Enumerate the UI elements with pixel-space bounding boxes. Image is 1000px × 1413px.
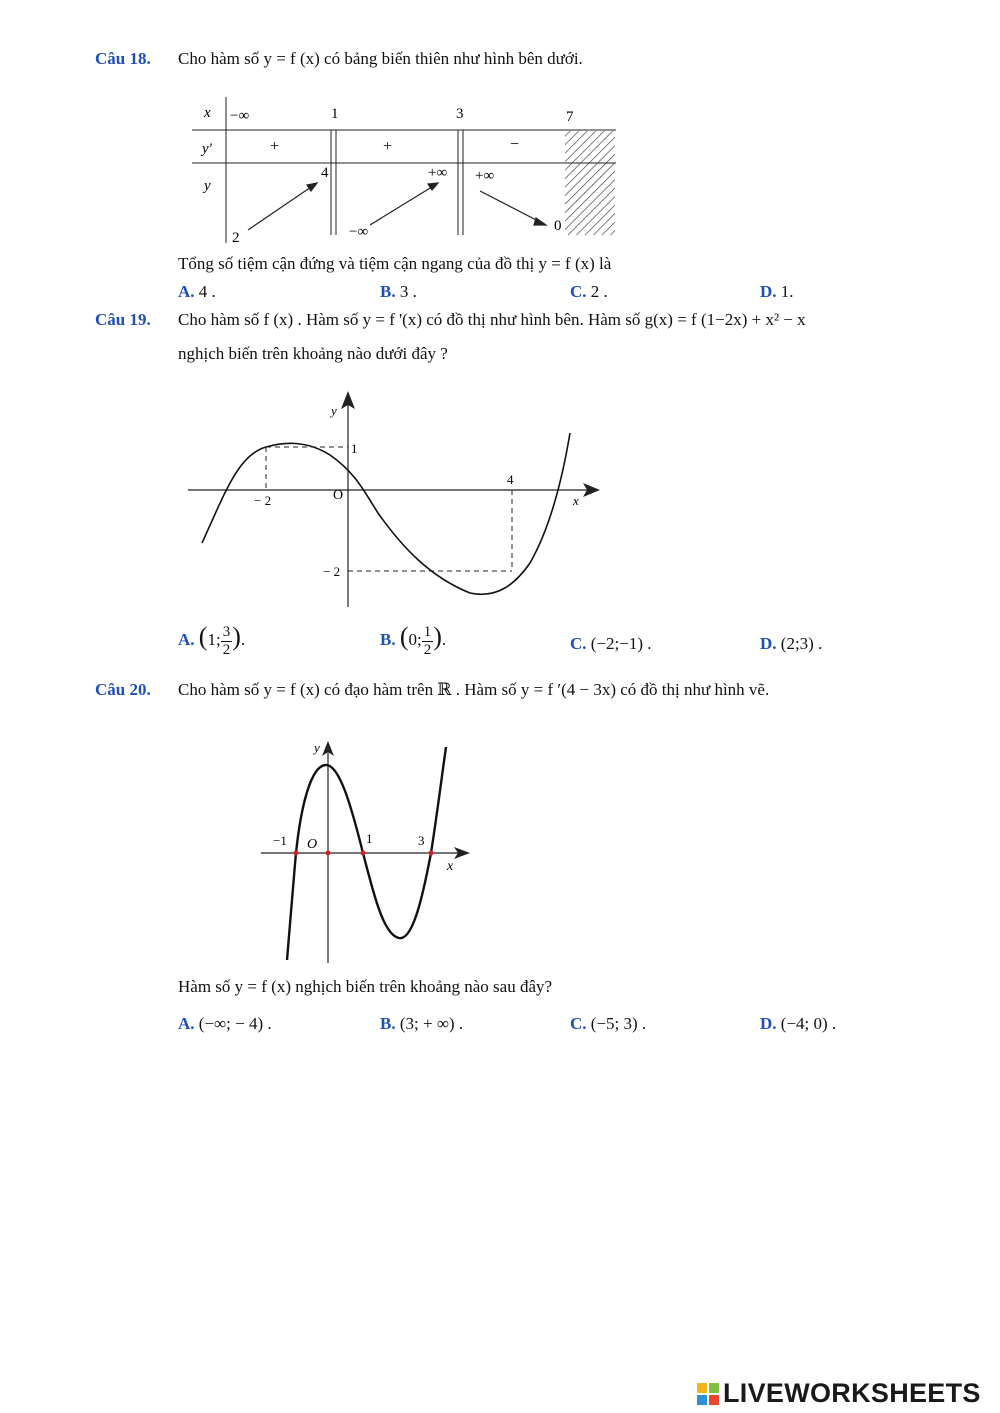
graph20-tick-neg1: −1 xyxy=(273,833,287,848)
q20-option-c[interactable]: C. (−5; 3) . xyxy=(570,1014,647,1033)
derivative-graph xyxy=(180,385,610,610)
table-y-label: y xyxy=(204,178,211,194)
root-marker-neg1 xyxy=(294,851,299,856)
composite-derivative-graph xyxy=(255,735,480,967)
question-19-stem: Cho hàm số f (x) . Hàm số y = f '(x) có đồ thị như hình bên. Hàm số g(x) = f (1−2x) + x² − x xyxy=(178,310,806,329)
graph20-y-label: y xyxy=(314,740,320,755)
variation-table xyxy=(190,95,620,245)
sign-3: − xyxy=(510,136,520,153)
graph19-x-label: x xyxy=(573,493,579,508)
hatched-undefined-region xyxy=(565,131,615,235)
q20-option-d[interactable]: D. (−4; 0) . xyxy=(760,1014,837,1033)
y-val-pos-inf-right: +∞ xyxy=(475,168,495,184)
sign-2: + xyxy=(383,138,393,155)
q20-option-a[interactable]: A. (−∞; − 4) . xyxy=(178,1014,272,1033)
y-val-pos-inf-left: +∞ xyxy=(428,165,448,181)
graph19-tick-neg2-y: − 2 xyxy=(323,564,341,579)
question-20-text: Hàm số y = f (x) nghịch biến trên khoảng nào sau đây? xyxy=(178,977,553,996)
graph19-y-label: y xyxy=(331,403,337,418)
question-20-label: Câu 20. xyxy=(95,680,151,699)
q18-option-c[interactable]: C. 2 . xyxy=(570,282,608,301)
arrow-increasing-2 xyxy=(370,185,435,225)
graph19-origin: O xyxy=(333,488,344,503)
y-val-4: 4 xyxy=(321,165,329,181)
logo-grid-icon xyxy=(697,1383,719,1405)
arrow-decreasing xyxy=(480,191,542,223)
q19-option-b[interactable]: B. (0; $\frac{1}{2}$ ). xyxy=(380,622,447,658)
graph20-tick-1: 1 xyxy=(366,831,373,846)
root-marker-3 xyxy=(429,851,434,856)
q18-option-b[interactable]: B. 3 . xyxy=(380,282,417,301)
q20-option-b[interactable]: B. (3; + ∞) . xyxy=(380,1014,464,1033)
x-val-1: 1 xyxy=(331,106,339,122)
arrow-increasing-1 xyxy=(248,185,314,230)
question-20-stem: Cho hàm số y = f (x) có đạo hàm trên ℝ . Hàm số y = f ′(4 − 3x) có đồ thị như hình vẽ. xyxy=(178,680,770,699)
q19-option-a[interactable]: A. (1; $\frac{3}{2}$ ). xyxy=(178,622,246,658)
x-neg-inf: −∞ xyxy=(230,108,250,124)
q18-option-a[interactable]: A. 4 . xyxy=(178,282,216,301)
x-val-7: 7 xyxy=(566,109,574,125)
fprime-curve xyxy=(202,433,570,594)
y-val-neg-inf: −∞ xyxy=(349,224,369,240)
graph19-tick-4: 4 xyxy=(507,472,514,487)
graph20-tick-3: 3 xyxy=(418,833,425,848)
q19-option-d[interactable]: D. (2;3) . xyxy=(760,634,823,653)
question-18-text: Tổng số tiệm cận đứng và tiệm cận ngang của đồ thị y = f (x) là xyxy=(178,254,612,273)
sign-1: + xyxy=(270,138,280,155)
q19-option-c[interactable]: C. (−2;−1) . xyxy=(570,634,652,653)
liveworksheets-logo: LIVEWORKSHEETS xyxy=(697,1378,981,1409)
root-marker-1 xyxy=(361,851,366,856)
x-val-3: 3 xyxy=(456,106,464,122)
question-18-stem: Cho hàm số y = f (x) có bảng biến thiên như hình bên dưới. xyxy=(178,49,583,68)
question-19-label: Câu 19. xyxy=(95,310,151,329)
question-18-label: Câu 18. xyxy=(95,49,151,68)
graph20-origin: O xyxy=(307,837,318,852)
table-yprime-label: y′ xyxy=(202,141,212,157)
graph20-x-label: x xyxy=(447,859,454,874)
question-19-stem-line2: nghịch biến trên khoảng nào dưới đây ? xyxy=(178,344,448,363)
y-val-0: 0 xyxy=(554,218,562,234)
graph19-tick-neg2-x: − 2 xyxy=(254,493,272,508)
y-val-2: 2 xyxy=(232,230,240,245)
q18-option-d[interactable]: D. 1. xyxy=(760,282,794,301)
origin-marker xyxy=(326,851,331,856)
graph19-tick-1: 1 xyxy=(351,441,358,456)
table-x-label: x xyxy=(204,105,211,121)
